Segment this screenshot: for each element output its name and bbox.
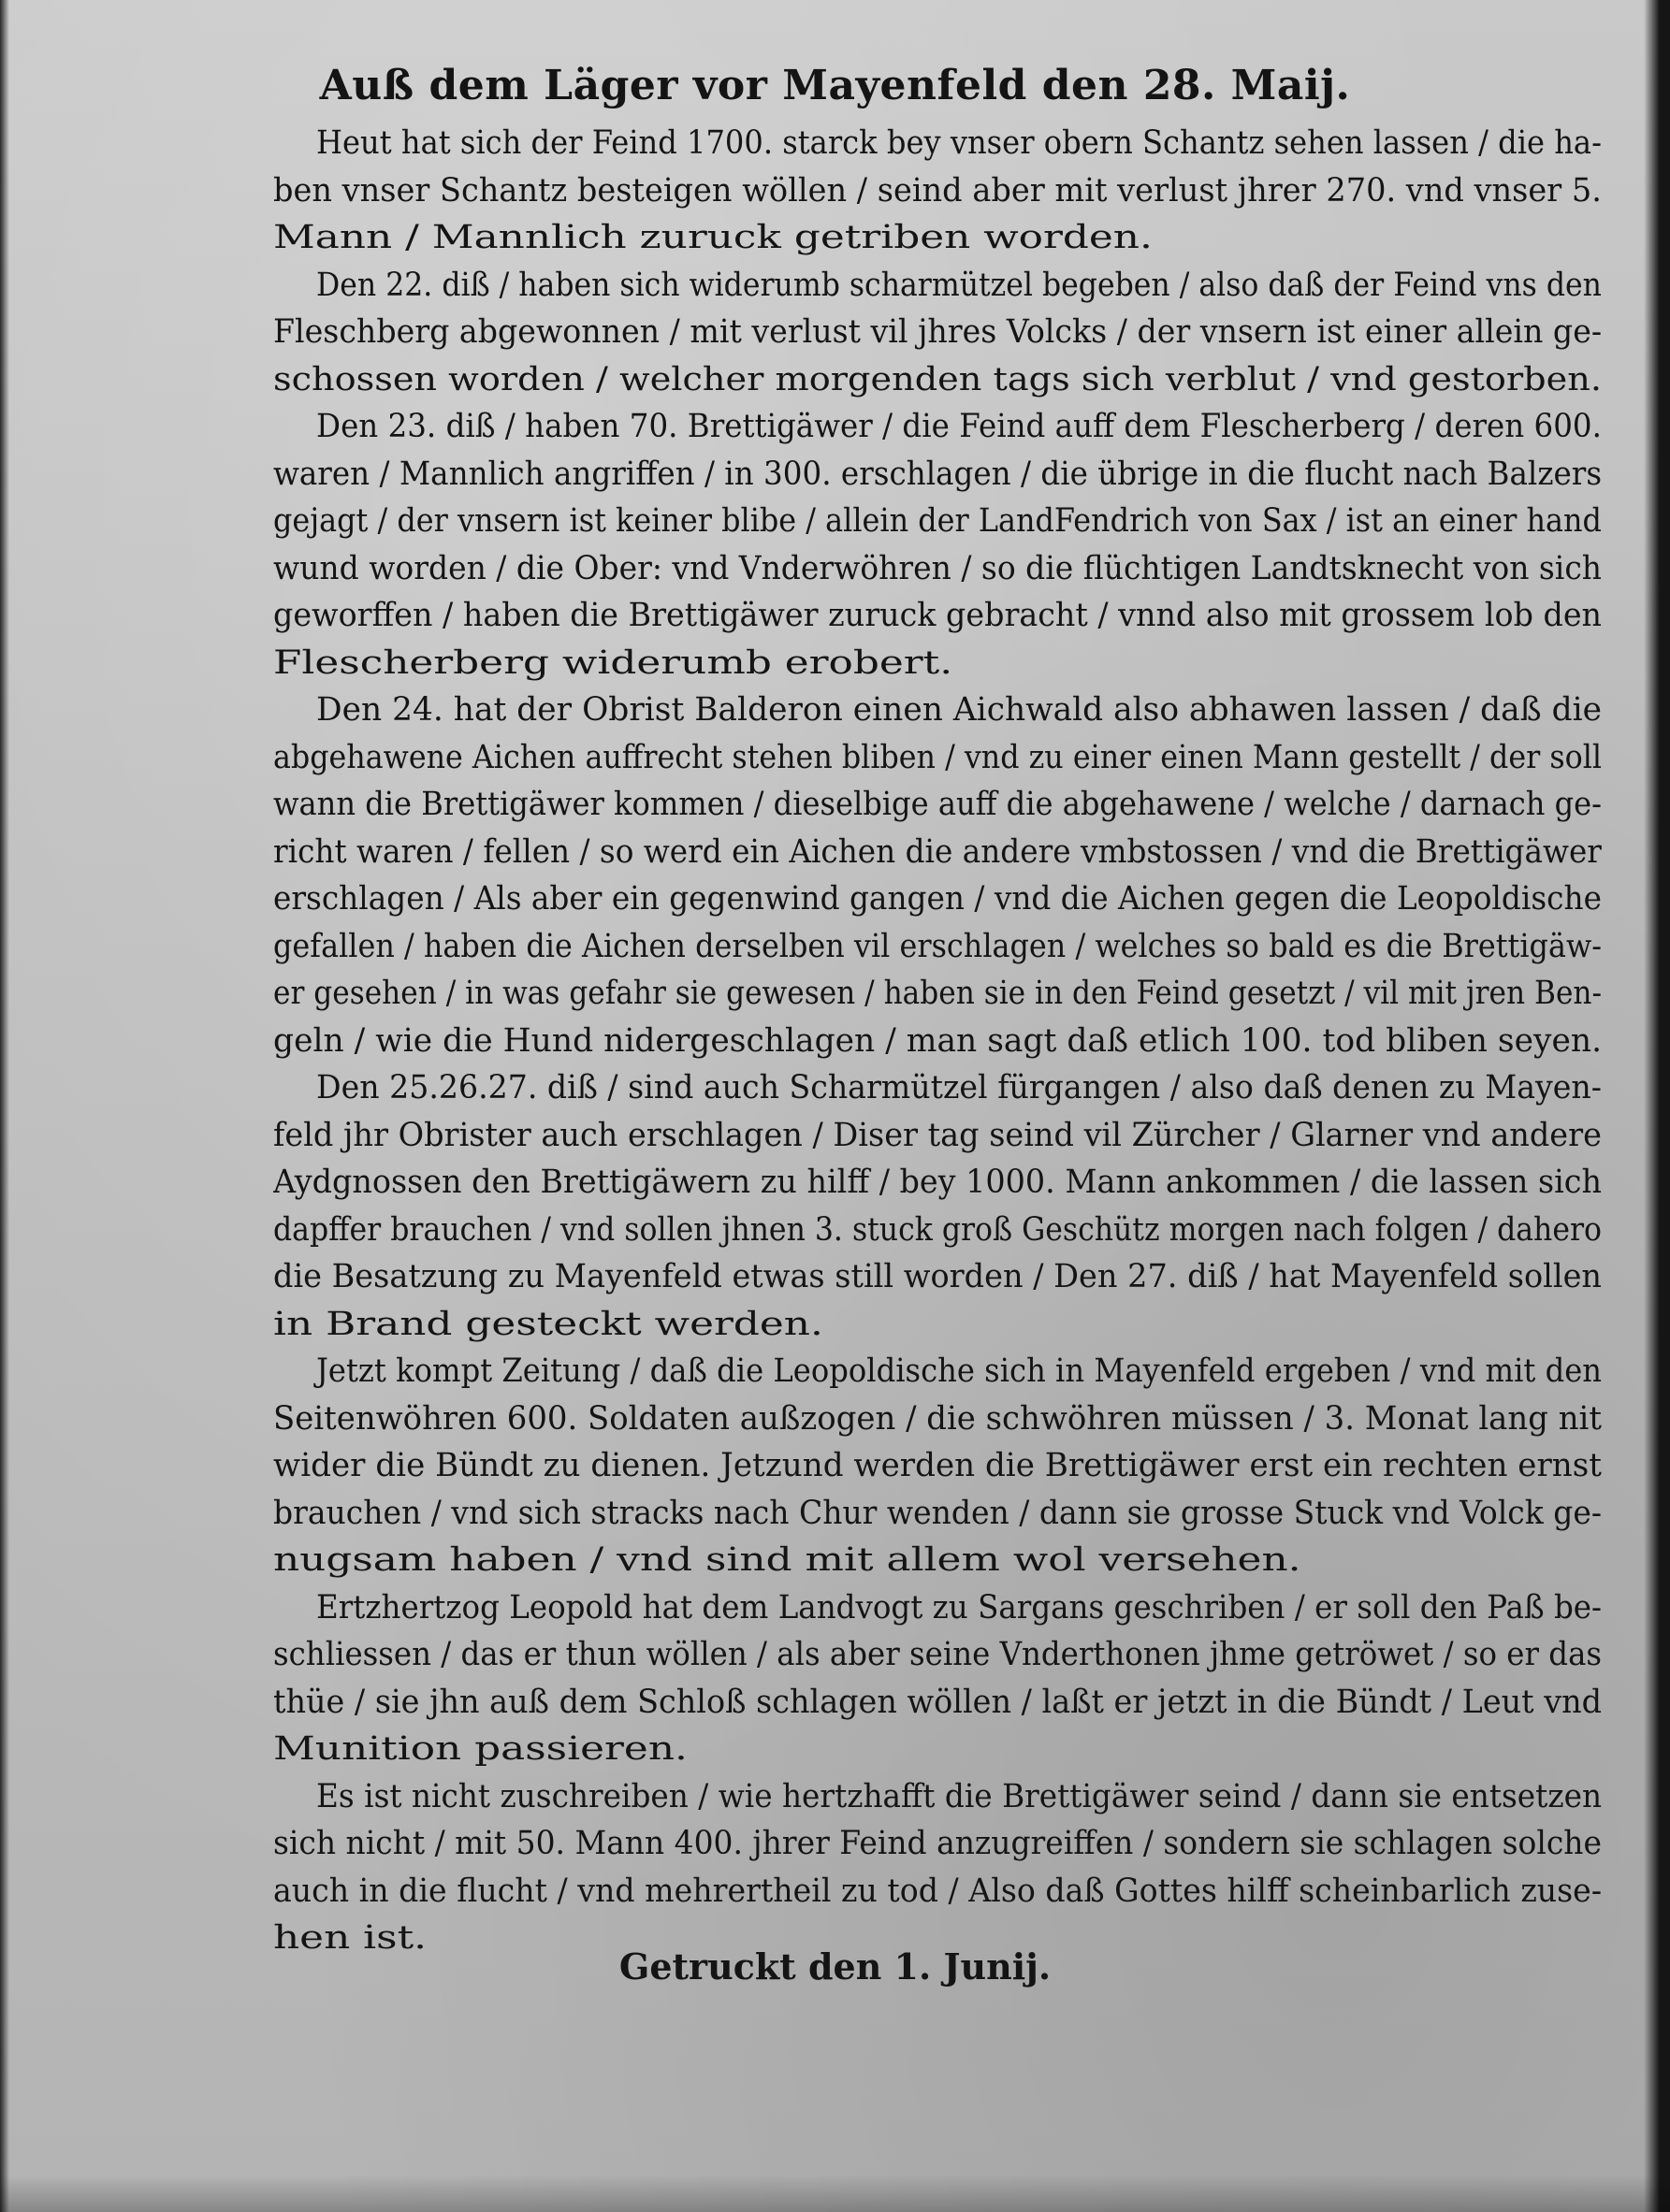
- paragraph: [273, 1348, 1602, 1584]
- text-line: Den 23. diß / haben 70. Brettigäwer / die Feind auff dem Flescherberg / deren 600.: [316, 408, 1602, 445]
- page-left-edge-shadow: [0, 0, 9, 2212]
- text-line: dapffer brauchen / vnd sollen jhnen 3. stuck groß Geschütz morgen nach folgen / dahero: [273, 1210, 1602, 1249]
- text-line: Fleschberg abgewonnen / mit verlust vil jhres Volcks / der vnsern ist einer allein ge-: [273, 313, 1602, 351]
- text-line: richt waren / fellen / so werd ein Aichen die andere vmbstossen / vnd die Brettigäwer: [273, 832, 1602, 871]
- text-line: wider die Bündt zu dienen. Jetzund werden die Brettigäwer erst ein rechten ernst: [273, 1447, 1602, 1484]
- text-line: Mann / Mannlich zuruck getriben worden.: [273, 219, 1153, 256]
- paragraph: [273, 120, 1602, 262]
- text-line: hen ist.: [273, 1919, 428, 1957]
- printing-date-footer: Getruckt den 1. Junij.: [618, 1945, 1052, 1988]
- text-line: geln / wie die Hund nidergeschlagen / man sagt daß etlich 100. tod bliben seyen.: [273, 1021, 1602, 1060]
- text-line: schliessen / das er thun wöllen / als aber seine Vnderthonen jhme getröwet / so er das: [273, 1636, 1602, 1673]
- text-line: gejagt / der vnsern ist keiner blibe / allein der LandFendrich von Sax / ist an einer hand: [273, 502, 1602, 540]
- paragraph: [273, 262, 1602, 404]
- text-line: wann die Brettigäwer kommen / dieselbige auff die abgehawene / welche / darnach ge-: [273, 786, 1602, 823]
- text-line: schossen worden / welcher morgenden tags sich verblut / vnd gestorben.: [273, 360, 1602, 398]
- text-line: ben vnser Schantz besteigen wöllen / seind aber mit verlust jhrer 270. vnd vnser 5.: [273, 171, 1602, 210]
- text-line: sich nicht / mit 50. Mann 400. jhrer Feind anzugreiffen / sondern sie schlagen solche: [273, 1825, 1602, 1862]
- text-line: Aydgnossen den Brettigäwern zu hilff / bey 1000. Mann ankommen / die lassen sich: [273, 1164, 1602, 1201]
- paragraph: [273, 403, 1602, 687]
- document-heading: Auß dem Läger vor Mayenfeld den 28. Maij.: [319, 62, 1351, 109]
- page-right-edge-shadow: [1644, 0, 1670, 2212]
- text-line: waren / Mannlich angriffen / in 300. erschlagen / die übrige in die flucht nach Balzers: [273, 455, 1602, 493]
- text-line: die Besatzung zu Mayenfeld etwas still worden / Den 27. diß / hat Mayenfeld sollen: [273, 1258, 1602, 1295]
- text-line: geworffen / haben die Brettigäwer zuruck gebracht / vnnd also mit grossem lob den: [273, 597, 1602, 634]
- page-bottom-edge-shadow: [0, 2175, 1670, 2212]
- paragraph: [273, 687, 1602, 1064]
- text-line: abgehawene Aichen auffrecht stehen bliben / vnd zu einer einen Mann gestellt / der soll: [273, 738, 1602, 776]
- text-line: erschlagen / Als aber ein gegenwind gangen / vnd die Aichen gegen die Leopoldische: [273, 880, 1602, 918]
- paragraph: [273, 1064, 1602, 1348]
- text-line: thüe / sie jhn auß dem Schloß schlagen wöllen / laßt er jetzt in die Bündt / Leut vnd: [273, 1683, 1602, 1721]
- text-line: feld jhr Obrister auch erschlagen / Diser tag seind vil Zürcher / Glarner vnd andere: [273, 1116, 1602, 1154]
- text-line: Flescherberg widerumb erobert.: [273, 643, 953, 682]
- text-line: Heut hat sich der Feind 1700. starck bey vnser obern Schantz sehen lassen / die ha-: [316, 124, 1602, 162]
- text-line: in Brand gesteckt werden.: [273, 1305, 823, 1343]
- text-line: Seitenwöhren 600. Soldaten außzogen / die schwöhren müssen / 3. Monat lang nit: [273, 1399, 1602, 1438]
- document-body: [273, 120, 1602, 1962]
- text-line: Es ist nicht zuschreiben / wie hertzhafft die Brettigäwer seind / dann sie entsetzen: [316, 1777, 1602, 1815]
- text-line: Den 24. hat der Obrist Balderon einen Aichwald also abhawen lassen / daß die: [316, 691, 1602, 729]
- text-line: wund worden / die Ober: vnd Vnderwöhren / so die flüchtigen Landtsknecht von sich: [273, 549, 1602, 587]
- text-line: Ertzhertzog Leopold hat dem Landvogt zu Sargans geschriben / er soll den Paß be-: [316, 1588, 1602, 1626]
- text-line: Munition passieren.: [273, 1730, 688, 1768]
- text-line: Den 22. diß / haben sich widerumb scharmützel begeben / also daß der Feind vns den: [316, 266, 1602, 304]
- text-line: er gesehen / in was gefahr sie gewesen / haben sie in den Feind gesetzt / vil mit jren Ben-: [273, 975, 1602, 1012]
- text-line: Den 25.26.27. diß / sind auch Scharmützel fürgangen / also daß denen zu Mayen-: [316, 1069, 1602, 1106]
- text-line: brauchen / vnd sich stracks nach Chur wenden / dann sie grosse Stuck vnd Volck ge-: [273, 1494, 1602, 1532]
- text-line: Jetzt kompt Zeitung / daß die Leopoldische sich in Mayenfeld ergeben / vnd mit den: [316, 1352, 1602, 1390]
- text-line: gefallen / haben die Aichen derselben vil erschlagen / welches so bald es die Brettigäw-: [273, 927, 1602, 965]
- text-line: nugsam haben / vnd sind mit allem wol versehen.: [273, 1541, 1301, 1579]
- paragraph: [273, 1773, 1602, 1962]
- paragraph: [273, 1584, 1602, 1773]
- text-line: auch in die flucht / vnd mehrertheil zu tod / Also daß Gottes hilff scheinbarlich zuse-: [273, 1872, 1602, 1910]
